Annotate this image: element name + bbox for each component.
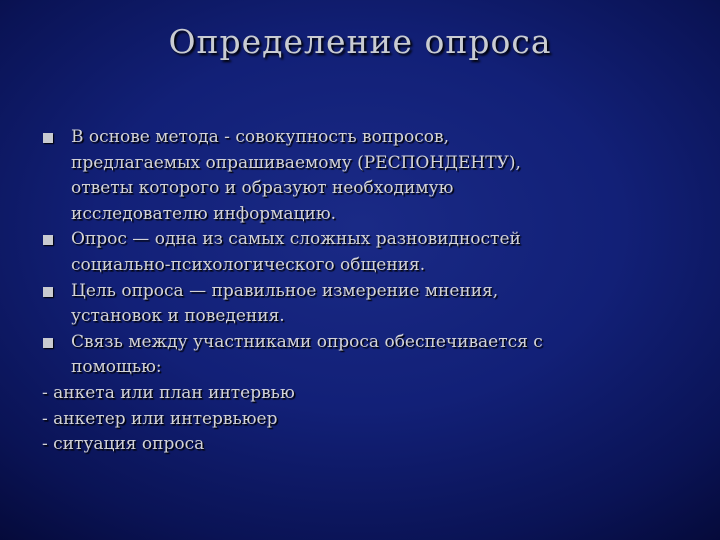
bullet-text-line: помощью: bbox=[71, 357, 162, 378]
bullet-item-survey bbox=[42, 227, 672, 278]
square-bullet-icon bbox=[43, 287, 53, 297]
slide-body bbox=[42, 125, 672, 458]
bullet-text-line: ответы которого и образуют необходимую bbox=[71, 178, 454, 199]
bullet-text-line: исследователю информацию. bbox=[71, 203, 337, 224]
bullet-text-line: Опрос — одна из самых сложных разновидностей bbox=[71, 229, 521, 250]
dash-item-interviewer: - анкетер или интервьюер bbox=[42, 408, 278, 429]
square-bullet-icon bbox=[43, 235, 53, 245]
bullet-item-goal bbox=[42, 279, 672, 330]
square-bullet-icon bbox=[43, 133, 53, 143]
bullet-text-line: Цель опроса — правильное измерение мнения, bbox=[71, 280, 499, 301]
bullet-item-method bbox=[42, 125, 672, 227]
square-bullet-icon bbox=[43, 338, 53, 348]
bullet-text-line: установок и поведения. bbox=[71, 306, 285, 327]
slide-title: Определение опроса bbox=[168, 22, 552, 61]
bullet-item-connection bbox=[42, 330, 672, 381]
dash-item-situation: - ситуация опроса bbox=[42, 434, 205, 455]
bullet-text-line: предлагаемых опрашиваемому (РЕСПОНДЕНТУ), bbox=[71, 152, 521, 173]
dash-item-questionnaire: - анкета или план интервью bbox=[42, 382, 295, 403]
bullet-text-line: Связь между участниками опроса обеспечивается с bbox=[71, 331, 543, 352]
bullet-text-line: В основе метода - совокупность вопросов, bbox=[71, 127, 449, 147]
bullet-text-line: социально-психологического общения. bbox=[71, 254, 426, 275]
